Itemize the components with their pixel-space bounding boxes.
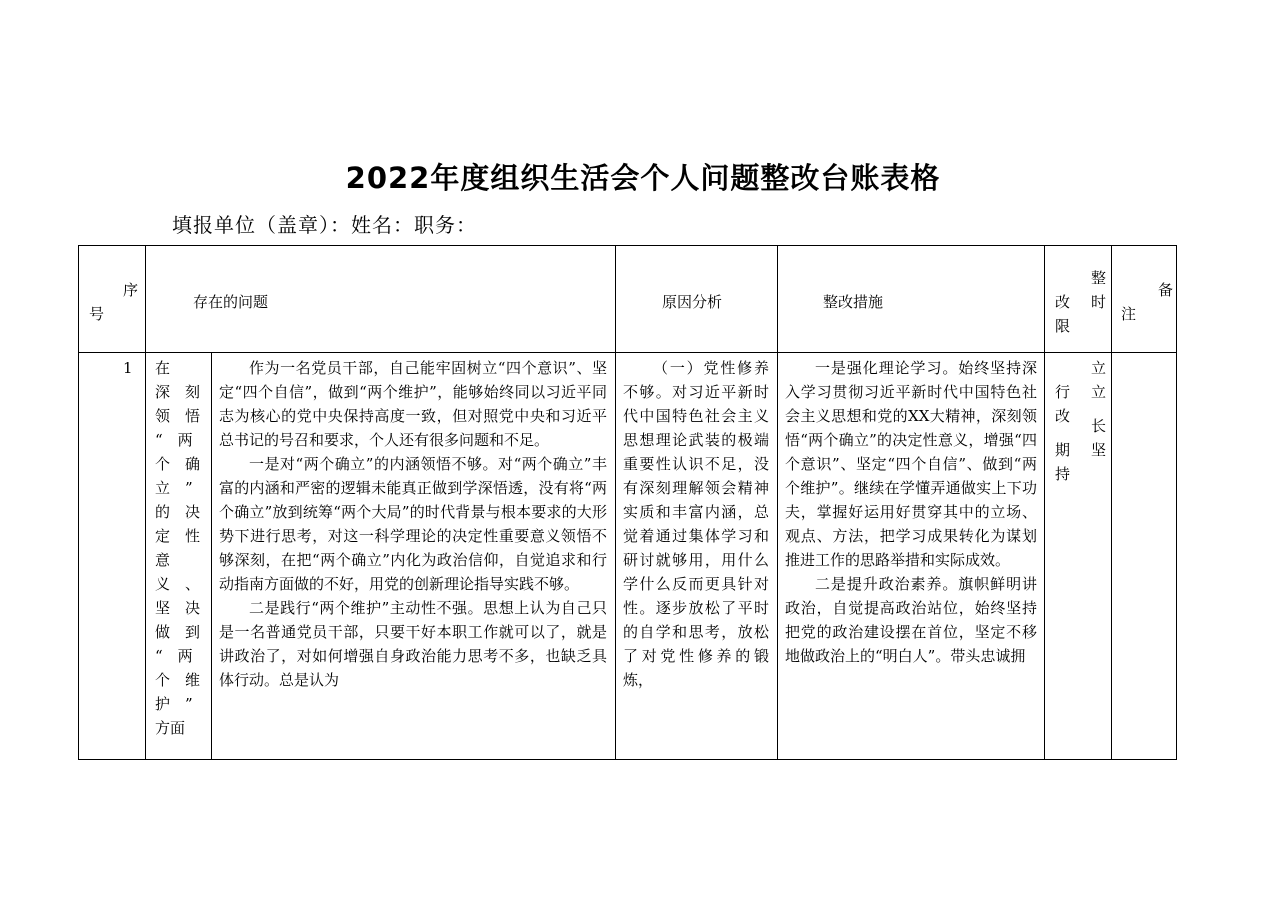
- paragraph: 一是对“两个确立”的内涵领悟不够。对“两个确立”丰富的内涵和严密的逻辑未能真正做到学深悟透，没有将“两个确立”放到统筹“两个大局”的时代背景与根本要求的大形势下进行思考，对这一科学理论的决定性重要意义领悟不够深刻，在把“两个确立”内化为政治信仰，自觉追求和行动指南方面做的不好，用党的创新理论指导实践不够。: [219, 455, 607, 593]
- column-divider: [1044, 246, 1045, 759]
- problem-description: [219, 356, 607, 759]
- header-remark-bottom: 注: [1121, 305, 1137, 323]
- paragraph: 一是强化理论学习。始终坚持深入学习贯彻习近平新时代中国特色社会主义思想和党的XX大精神，深刻领悟“两个确立”的决定性意义，增强“四个意识”、坚定“四个自信”、做到“两个维护”。继续在学懂弄通做实上下功夫，掌握好运用好贯穿其中的立场、观点、方法，把学习成果转化为谋划推进工作的思路举措和实际成效。: [785, 359, 1037, 569]
- rectification-ledger-table: [78, 245, 1177, 760]
- header-cause: 原因分析: [662, 293, 723, 311]
- header-deadline-char: 限: [1055, 317, 1071, 335]
- text-line: 的 决: [155, 503, 201, 521]
- text-line: 义 、: [155, 575, 201, 593]
- paragraph: 二是践行“两个维护”主动性不强。思想上认为自己只是一名普通党员干部，只要干好本职工作就可以了，就是讲政治了，对如何增强自身政治能力思考不多，也缺乏具体行动。总是认为: [219, 599, 607, 689]
- deadline-col-1: [1055, 380, 1073, 486]
- text-line: 在: [155, 359, 171, 377]
- header-problem: 存在的问题: [193, 293, 269, 311]
- text-line: 立: [1091, 359, 1107, 377]
- header-measures: 整改措施: [823, 293, 884, 311]
- paragraph: 作为一名党员干部，自己能牢固树立“四个意识”、坚定“四个自信”，做到“两个维护”，能够始终同以习近平同志为核心的党中央保持高度一致，但对照党中央和习近平总书记的号召和要求，个人还有很多问题和不足。: [219, 359, 607, 449]
- text-line: 做 到: [155, 623, 201, 641]
- text-line: 行: [1055, 383, 1071, 401]
- text-line: 立 ”: [155, 479, 193, 497]
- header-divider: [79, 352, 1176, 353]
- text-line: 坚: [1091, 441, 1107, 459]
- rectification-measures: [785, 356, 1037, 759]
- text-line: 个 确: [155, 455, 201, 473]
- row-number: 1: [123, 359, 133, 377]
- text-line: 坚 决: [155, 599, 201, 617]
- column-divider: [615, 246, 616, 759]
- text-line: 深 刻: [155, 383, 201, 401]
- text-line: “ 两: [155, 431, 193, 449]
- paragraph: （一）党性修养不够。对习近平新时代中国特色社会主义思想理论武装的极端重要性认识不足，没有深刻理解领会精神实质和丰富内涵，总觉着通过集体学习和研讨就够用，用什么学什么反而更具针对性。逐步放松了平时的自学和思考，放松了对党性修养的锻炼，: [623, 359, 769, 689]
- header-seq-top: 序: [123, 281, 139, 299]
- column-divider: [1111, 246, 1112, 759]
- text-line: 方面: [155, 719, 186, 737]
- fill-in-info-line: 填报单位（盖章）：姓名：职务：: [172, 213, 477, 237]
- header-deadline-char: 改: [1055, 293, 1071, 311]
- header-deadline-char: 时: [1091, 293, 1107, 311]
- text-line: 改: [1055, 407, 1071, 425]
- text-line: 领 悟: [155, 407, 201, 425]
- text-line: 定 性: [155, 527, 201, 545]
- problem-category: [155, 356, 207, 756]
- text-line: 持: [1055, 465, 1071, 483]
- column-divider: [145, 246, 146, 759]
- text-line: “ 两: [155, 647, 193, 665]
- document-title: 2022年度组织生活会个人问题整改台账表格: [345, 161, 941, 195]
- text-line: 个 维: [155, 671, 201, 689]
- deadline-col-2: [1091, 356, 1109, 462]
- header-seq-bottom: 号: [89, 305, 105, 323]
- column-divider: [211, 352, 212, 759]
- text-line: 期: [1055, 441, 1071, 459]
- header-remark-top: 备: [1158, 281, 1174, 299]
- header-deadline-char: 整: [1091, 269, 1107, 287]
- paragraph: 二是提升政治素养。旗帜鲜明讲政治，自觉提高政治站位，始终坚持把党的政治建设摆在首位，坚定不移地做政治上的“明白人”。带头忠诚拥: [785, 575, 1037, 665]
- text-line: 长: [1091, 417, 1107, 435]
- cause-analysis: [623, 356, 769, 759]
- column-divider: [777, 246, 778, 759]
- text-line: 意: [155, 551, 171, 569]
- text-line: 立: [1091, 383, 1107, 401]
- text-line: 护 ”: [155, 695, 193, 713]
